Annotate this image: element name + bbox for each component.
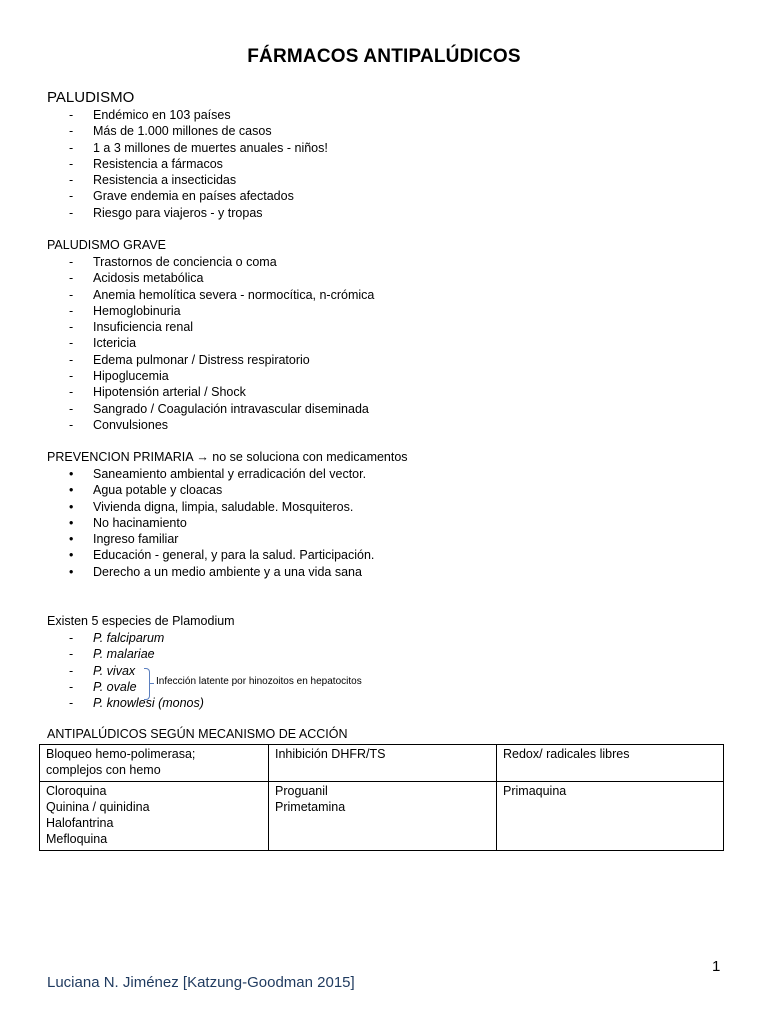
list-item-text: Acidosis metabólica <box>93 271 204 286</box>
list-marker: • <box>69 483 74 498</box>
list-marker: - <box>69 352 74 367</box>
list-item-text: Hemoglobinuria <box>93 303 181 318</box>
list-marker: • <box>69 499 74 514</box>
list-item-text: Hipotensión arterial / Shock <box>93 385 246 400</box>
list-item-text: Vivienda digna, limpia, saludable. Mosquiteros. <box>93 499 354 514</box>
table-cell <box>497 781 724 850</box>
list-item-text: P. ovale <box>93 679 137 694</box>
table-header-cell <box>40 745 269 782</box>
header-line: Inhibición DHFR/TS <box>275 747 386 761</box>
list-item-text: Ingreso familiar <box>93 532 179 547</box>
table-header-cell <box>497 745 724 782</box>
list-marker: - <box>69 255 74 269</box>
section-heading-mecanismo: ANTIPALÚDICOS SEGÚN MECANISMO DE ACCIÓN <box>47 727 348 741</box>
list-marker: - <box>69 140 74 155</box>
list-marker: - <box>69 679 74 694</box>
list-marker: - <box>69 631 74 645</box>
header-line: complejos con hemo <box>46 763 161 778</box>
list-marker: • <box>69 515 74 530</box>
list-marker: - <box>69 124 74 139</box>
list-marker: - <box>69 303 74 318</box>
list-item-text: Riesgo para viajeros - y tropas <box>93 205 263 220</box>
list-item-text: Grave endemia en países afectados <box>93 189 294 204</box>
section-heading-especies: Existen 5 especies de Plamodium <box>47 614 235 628</box>
list-item-text: Agua potable y cloacas <box>93 483 223 498</box>
list-marker: - <box>69 696 74 711</box>
latent-infection-note: Infección latente por hinozoitos en hepatocitos <box>156 676 362 687</box>
list-item-text: Ictericia <box>93 336 137 351</box>
table-cell <box>40 781 269 850</box>
list-item-text: Trastornos de conciencia o coma <box>93 255 277 269</box>
list-item-text: P. vivax <box>93 663 136 678</box>
list-item-text: P. falciparum <box>93 631 165 645</box>
list-item-text: Insuficiencia renal <box>93 320 194 335</box>
list-marker: • <box>69 532 74 547</box>
footer-author: Luciana N. Jiménez [Katzung-Goodman 2015] <box>47 974 355 991</box>
table-cell <box>269 781 497 850</box>
list-marker: • <box>69 564 74 579</box>
drug-name: Primetamina <box>275 799 346 814</box>
list-marker: - <box>69 205 74 220</box>
list-marker: - <box>69 287 74 302</box>
list-marker: - <box>69 401 74 416</box>
list-item-text: Edema pulmonar / Distress respiratorio <box>93 352 310 367</box>
list-marker: - <box>69 647 74 662</box>
list-item-text: Hipoglucemia <box>93 369 169 384</box>
bracket-shape <box>144 668 150 700</box>
list-marker: • <box>69 548 74 563</box>
mechanism-table <box>39 744 724 851</box>
table-header-cell <box>269 745 497 782</box>
list-item-text: Educación - general, y para la salud. Participación. <box>93 548 375 563</box>
bracket-tick <box>150 683 154 684</box>
list-item-text: Sangrado / Coagulación intravascular diseminada <box>93 401 369 416</box>
table-header-row <box>40 745 724 782</box>
list-item-text: P. malariae <box>93 647 155 662</box>
list-marker: - <box>69 156 74 171</box>
list-item-text: Resistencia a fármacos <box>93 156 223 171</box>
list-item-text: Anemia hemolítica severa - normocítica, n-crómica <box>93 287 375 302</box>
list-marker: - <box>69 417 74 432</box>
list-marker: - <box>69 320 74 335</box>
drug-name: Halofantrina <box>46 816 114 831</box>
drug-name: Quinina / quinidina <box>46 799 150 814</box>
list-item-text: Convulsiones <box>93 417 169 432</box>
list-marker: - <box>69 369 74 384</box>
header-line: Bloqueo hemo-polimerasa; <box>46 747 196 761</box>
drug-name: Cloroquina <box>46 783 107 798</box>
list-item-text: Más de 1.000 millones de casos <box>93 124 272 139</box>
list-item-text: Resistencia a insecticidas <box>93 173 237 188</box>
list-marker: - <box>69 271 74 286</box>
page-number: 1 <box>712 958 721 975</box>
section-heading-prevencion: PREVENCION PRIMARIA → no se soluciona con medicamentos <box>47 450 408 464</box>
list-item-text: Saneamiento ambiental y erradicación del vector. <box>93 467 367 481</box>
drug-name: Primaquina <box>503 783 567 798</box>
list-item-text: Derecho a un medio ambiente y a una vida sana <box>93 564 362 579</box>
page-title: FÁRMACOS ANTIPALÚDICOS <box>247 46 521 67</box>
section-heading-paludismo-grave: PALUDISMO GRAVE <box>47 238 167 252</box>
list-marker: - <box>69 663 74 678</box>
list-item-text: P. knowlesi (monos) <box>93 696 204 711</box>
list-marker: - <box>69 173 74 188</box>
drug-name: Proguanil <box>275 783 328 798</box>
list-item-text: Endémico en 103 países <box>93 108 231 122</box>
list-marker: - <box>69 189 74 204</box>
drug-name: Mefloquina <box>46 832 108 847</box>
list-marker: - <box>69 385 74 400</box>
header-line: Redox/ radicales libres <box>503 747 630 761</box>
list-marker: - <box>69 108 74 122</box>
list-item-text: No hacinamiento <box>93 515 187 530</box>
list-item-text: 1 a 3 millones de muertes anuales - niños! <box>93 140 328 155</box>
list-marker: • <box>69 467 74 481</box>
table-row <box>40 781 724 850</box>
section-heading-paludismo: PALUDISMO <box>47 89 135 106</box>
list-marker: - <box>69 336 74 351</box>
